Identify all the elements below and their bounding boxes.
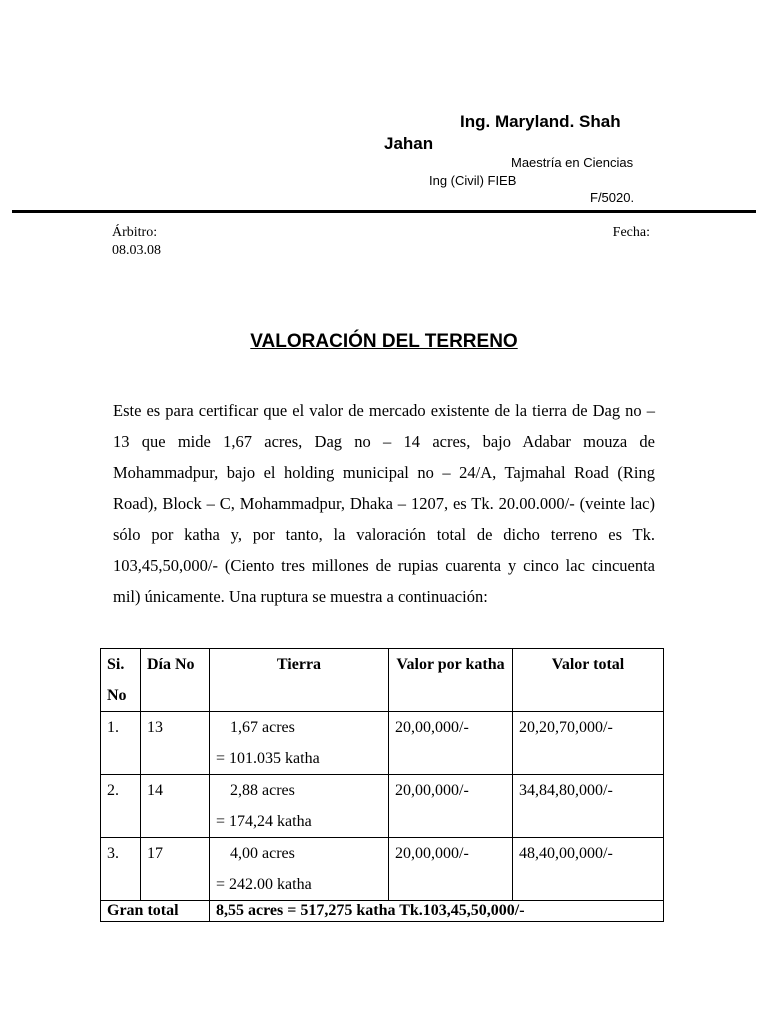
fecha-label: Fecha: [612,225,650,240]
author-name-line1: Ing. Maryland. Shah [460,112,621,131]
cell-tierra-acres: 1,67 acres [230,719,295,736]
cell-tierra-katha: = 174,24 katha [216,813,312,830]
cell-valor-por-katha: 20,00,000/- [389,775,513,838]
table-row [101,838,664,901]
cell-valor-por-katha: 20,00,000/- [389,712,513,775]
cell-tierra [210,775,389,838]
col-header-valor-total: Valor total [513,649,664,712]
cell-dia: 17 [141,838,210,901]
cell-si: 3. [101,838,141,901]
col-header-valor-por-katha: Valor por katha [389,649,513,712]
cell-valor-por-katha: 20,00,000/- [389,838,513,901]
certificate-paragraph: Este es para certificar que el valor de mercado existente de la tierra de Dag no – 13 que mide 1,67 acres, Dag no – 14 acres, bajo Adabar mouza de Mohammadpur, bajo el holding municipal no – 24/A, Tajmahal Road (Ring Road), Block – C, Mohammadpur, Dhaka – 1207, es Tk. 20.00.000/- (veinte lac) sólo por katha y, por tanto, la valoración total de dicho terreno es Tk. 103,45,50,000/- (Ciento tres millones de rupias cuarenta y cinco lac cincuenta mil) únicamente. Una ruptura se muestra a continuación: [113,401,655,606]
cell-tierra-katha: = 101.035 katha [216,750,320,767]
col-header-dia-no: Día No [141,649,210,712]
table-row [101,775,664,838]
header-divider [12,210,756,213]
total-label: Gran total [101,901,210,922]
cell-tierra-katha: = 242.00 katha [216,876,312,893]
author-name-line2: Jahan [384,134,434,153]
table-total-row [101,901,664,922]
cell-valor-total: 34,84,80,000/- [513,775,664,838]
cell-tierra [210,712,389,775]
cell-tierra [210,838,389,901]
valuation-table [100,648,664,922]
author-code: F/5020. [590,190,635,205]
cell-tierra-acres: 4,00 acres [230,845,295,862]
document-title: VALORACIÓN DEL TERRENO [250,331,518,352]
author-department: Ing (Civil) FIEB [429,173,517,188]
cell-si: 1. [101,712,141,775]
cell-dia: 13 [141,712,210,775]
arbitro-label: Árbitro: [112,225,158,240]
col-header-si-no: Si. No [101,649,141,712]
cell-valor-total: 20,20,70,000/- [513,712,664,775]
cell-tierra-acres: 2,88 acres [230,782,295,799]
cell-si: 2. [101,775,141,838]
col-header-tierra: Tierra [210,649,389,712]
table-header-row [101,649,664,712]
total-value: 8,55 acres = 517,275 katha Tk.103,45,50,000/- [210,901,664,922]
arbitro-date: 08.03.08 [112,243,161,258]
author-degree: Maestría en Ciencias [511,155,634,170]
cell-dia: 14 [141,775,210,838]
table-row [101,712,664,775]
cell-valor-total: 48,40,00,000/- [513,838,664,901]
